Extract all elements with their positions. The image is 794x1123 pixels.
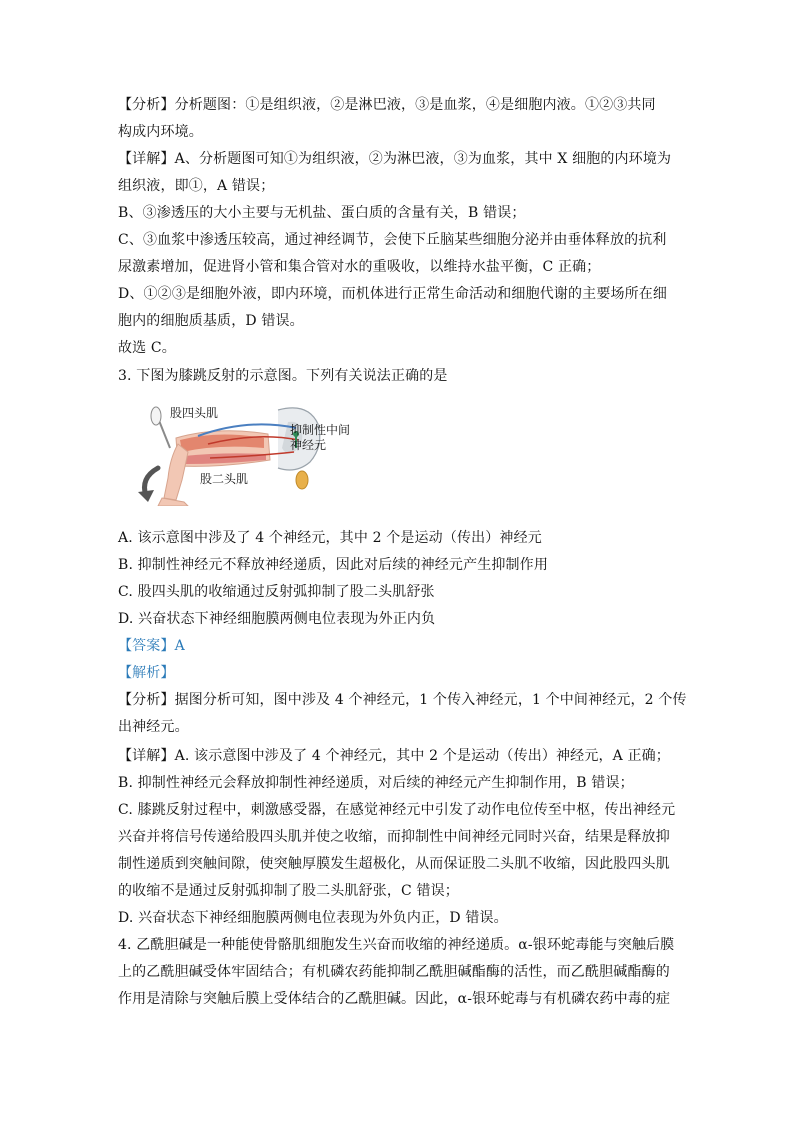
text-line: B. 抑制性神经元会释放抑制性神经递质，对后续的神经元产生抑制作用，B 错误； — [118, 775, 634, 791]
option-b: B. 抑制性神经元不释放神经递质，因此对后续的神经元产生抑制作用 — [118, 557, 548, 573]
text-line: 【详解】A、分析题图可知①为组织液，②为淋巴液，③为血浆，其中 X 细胞的内环境为 — [118, 151, 672, 167]
analysis-title: 【解析】 — [118, 665, 175, 681]
text-line: 【分析】分析题图：①是组织液，②是淋巴液，③是血浆，④是细胞内液。①②③共同 — [118, 97, 656, 113]
text-line: D、①②③是细胞外液，即内环境，而机体进行正常生命活动和细胞代谢的主要场所在细 — [118, 286, 668, 302]
label-hamstring: 股二头肌 — [200, 472, 249, 486]
question-3-stem: 3. 下图为膝跳反射的示意图。下列有关说法正确的是 — [118, 368, 448, 384]
text-line: 【详解】A. 该示意图中涉及了 4 个神经元，其中 2 个是运动（传出）神经元，A 正确； — [118, 748, 670, 764]
option-a: A. 该示意图中涉及了 4 个神经元，其中 2 个是运动（传出）神经元 — [118, 530, 542, 546]
text-line: 故选 C。 — [118, 340, 176, 356]
text-line: 尿激素增加，促进肾小管和集合管对水的重吸收，以维持水盐平衡，C 正确； — [118, 259, 601, 275]
text-line: 【分析】据图分析可知，图中涉及 4 个神经元，1 个传入神经元，1 个中间神经元，2 个传 — [118, 692, 687, 708]
knee-jerk-reflex-figure — [118, 398, 368, 506]
text-line: 作用是清除与突触后膜上受体结合的乙酰胆碱。因此，α-银环蛇毒与有机磷农药中毒的症 — [118, 991, 671, 1007]
text-line: 兴奋并将信号传递给股四头肌并使之收缩，而抑制性中间神经元同时兴奋，结果是释放抑 — [118, 829, 670, 845]
ganglion-shape — [296, 471, 308, 489]
question-4-stem: 4. 乙酰胆碱是一种能使骨骼肌细胞发生兴奋而收缩的神经递质。α-银环蛇毒能与突触后膜 — [118, 937, 675, 953]
answer-label: 【答案】A — [118, 638, 185, 654]
text-line: 胞内的细胞质基质，D 错误。 — [118, 313, 304, 329]
text-line: 构成内环境。 — [118, 124, 203, 140]
reflex-diagram — [118, 398, 368, 506]
text-line: 的收缩不是通过反射弧抑制了股二头肌舒张，C 错误； — [118, 883, 459, 899]
text-line: 组织液，即①，A 错误； — [118, 178, 275, 194]
reflex-hammer-head — [151, 407, 161, 425]
text-line: D. 兴奋状态下神经细胞膜两侧电位表现为外负内正，D 错误。 — [118, 910, 508, 926]
text-line: 制性递质到突触间隙，使突触厚膜发生超极化，从而保证股二头肌不收缩，因此股四头肌 — [118, 856, 670, 872]
text-line: B、③渗透压的大小主要与无机盐、蛋白质的含量有关，B 错误； — [118, 205, 526, 221]
text-line: 出神经元。 — [118, 719, 189, 735]
text-line: 上的乙酰胆碱受体牢固结合；有机磷农药能抑制乙酰胆碱酯酶的活性，而乙酰胆碱酯酶的 — [118, 964, 670, 980]
option-c: C. 股四头肌的收缩通过反射弧抑制了股二头肌舒张 — [118, 584, 435, 600]
kick-arrowhead — [138, 490, 154, 502]
text-line: C、③血浆中渗透压较高，通过神经调节，会使下丘脑某些细胞分泌并由垂体释放的抗利 — [118, 232, 667, 248]
option-d: D. 兴奋状态下神经细胞膜两侧电位表现为外正内负 — [118, 611, 436, 627]
label-inhibitory-interneuron-line1: 抑制性中间 — [290, 423, 351, 437]
text-line: C. 膝跳反射过程中，刺激感受器，在感觉神经元中引发了动作电位传至中枢，传出神经元 — [118, 802, 676, 818]
label-inhibitory-interneuron-line2: 神经元 — [290, 438, 327, 452]
label-quadriceps: 股四头肌 — [170, 406, 219, 420]
lower-leg-shape — [164, 444, 188, 500]
